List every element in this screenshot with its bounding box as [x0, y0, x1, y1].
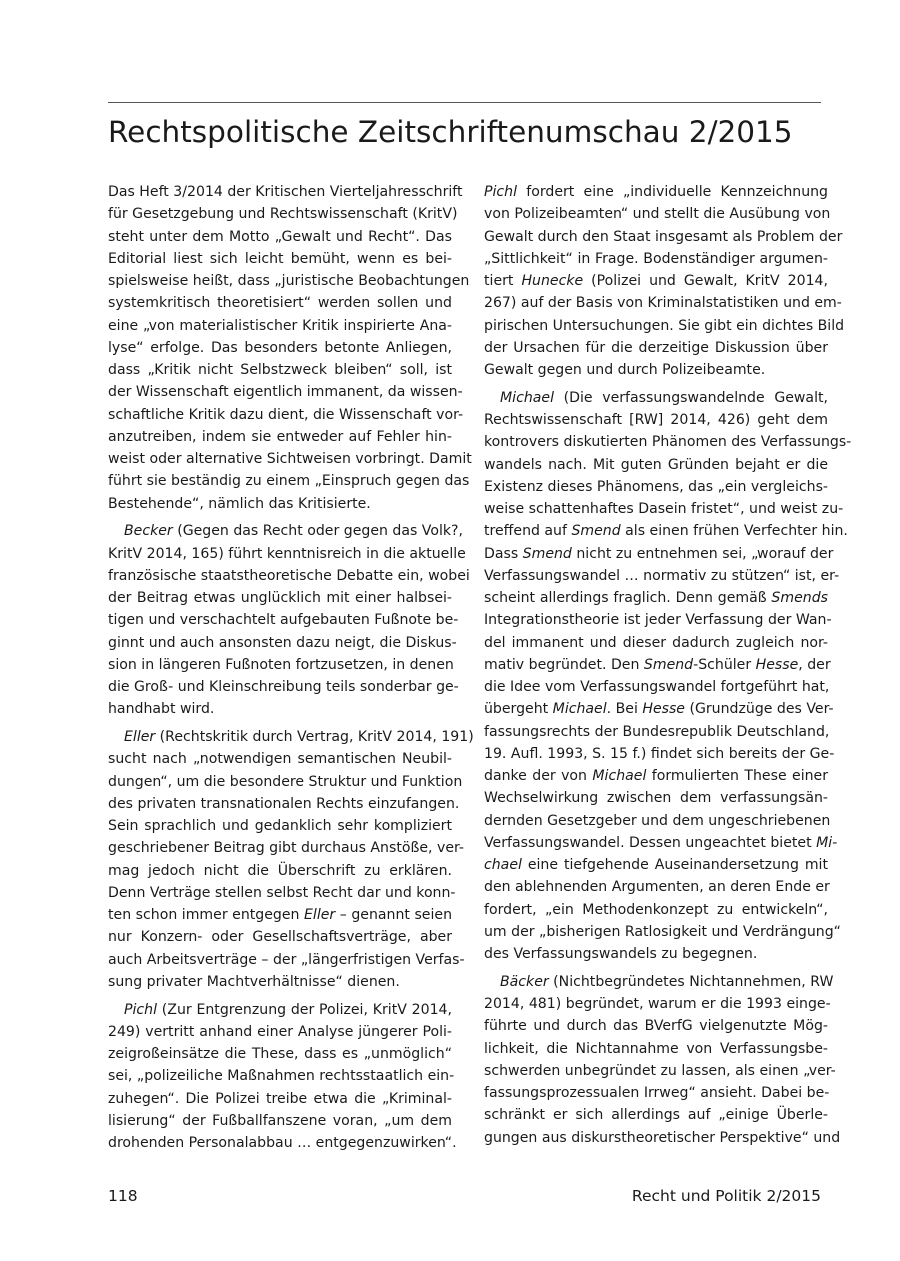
text-line: den ablehnenden Argumenten, an deren Ende er — [484, 879, 830, 896]
text-line: Gewalt durch den Staat insgesamt als Problem der — [484, 228, 843, 245]
text-line: sucht nach „notwendigen semantischen Neubil- — [108, 751, 452, 768]
text-line: dungen“, um die besondere Struktur und Funktion — [108, 773, 463, 790]
right-column — [484, 181, 852, 1149]
text-line: Das Heft 3/2014 der Kritischen Vierteljahresschrift — [108, 184, 463, 200]
text-line: „Sittlichkeit“ in Frage. Bodenständiger argumen- — [484, 250, 828, 267]
text-line: des privaten transnationalen Rechts einzufangen. — [108, 795, 460, 812]
text-line: Rechtswissenschaft [RW] 2014, 426) geht dem — [484, 412, 828, 428]
text-line: fassungsrechts der Bundesrepublik Deutschland, — [484, 723, 830, 740]
text-line: mag jedoch nicht die Überschrift zu erklären. — [108, 862, 452, 879]
text-line: lyse“ erfolge. Das besonders betonte Anliegen, — [108, 339, 452, 356]
text-line: fassungsprozessualen Irrweg“ ansieht. Dabei be- — [484, 1085, 830, 1101]
text-line: Bäcker (Nichtbegründetes Nichtannehmen, RW — [500, 973, 834, 990]
text-line: für Gesetzgebung und Rechtswissenschaft (KritV) — [108, 206, 458, 223]
text-line: drohenden Personalabbau … entgegenzuwirken“. — [108, 1135, 457, 1151]
text-line: sion in längeren Fußnoten fortzusetzen, in denen — [108, 656, 454, 673]
text-line: die Idee vom Verfassungswandel fortgeführt hat, — [484, 679, 830, 695]
text-line: weist oder alternative Sichtweisen vorbringt. Damit — [108, 451, 472, 467]
text-line: schwerden unbegründet zu lassen, als einen „ver- — [484, 1062, 836, 1079]
text-line: von Polizeibeamten“ und stellt die Ausübung von — [484, 206, 831, 223]
text-line: Verfassungswandel. Dessen ungeachtet bietet Mi- — [484, 834, 838, 851]
text-line: des Verfassungswandels zu begegnen. — [484, 946, 758, 962]
text-line: lisierung“ der Fußballfanszene voran, „um dem — [108, 1112, 452, 1129]
text-line: kontrovers diskutierten Phänomen des Verfassungs- — [484, 434, 852, 451]
text-line: geschriebener Beitrag gibt durchaus Anstöße, ver- — [108, 840, 464, 857]
text-line: 249) vertritt anhand einer Analyse jüngerer Poli- — [108, 1023, 452, 1040]
text-line: Becker (Gegen das Recht oder gegen das Volk?, — [124, 523, 464, 540]
text-line: systemkritisch theoretisiert“ werden sollen und — [108, 295, 452, 312]
text-line: Dass Smend nicht zu entnehmen sei, „worauf der — [484, 545, 834, 562]
text-line: Existenz dieses Phänomens, das „ein vergleichs- — [484, 478, 828, 495]
text-line: auch Arbeitsverträge – der „längerfristigen Verfas- — [108, 951, 465, 968]
text-line: Pichl fordert eine „individuelle Kennzeichnung — [484, 184, 828, 200]
page-title: Rechtspolitische Zeitschriftenumschau 2/2015 — [108, 115, 793, 149]
text-line: wandels nach. Mit guten Gründen bejaht er die — [484, 456, 828, 473]
journal-issue: Recht und Politik 2/2015 — [631, 1187, 821, 1205]
text-line: die Groß- und Kleinschreibung teils sonderbar ge- — [108, 679, 459, 695]
text-line: Wechselwirkung zwischen dem verfassungsän- — [484, 790, 828, 807]
text-line: führt sie beständig zu einem „Einspruch gegen das — [108, 473, 470, 490]
text-line: schaftliche Kritik dazu dient, die Wissenschaft vor- — [108, 406, 464, 423]
text-line: führte und durch das BVerfG vielgenutzte Mög- — [484, 1018, 828, 1035]
text-line: zuhegen“. Die Polizei treibe etwa die „Kriminal- — [108, 1090, 452, 1107]
text-line: tiert Hunecke (Polizei und Gewalt, KritV 2014, — [484, 273, 828, 289]
text-line: Verfassungswandel … normativ zu stützen“ ist, er- — [484, 567, 840, 584]
text-line: steht unter dem Motto „Gewalt und Recht“. Das — [108, 228, 452, 245]
text-line: danke der von Michael formulierten These einer — [484, 768, 829, 784]
text-line: KritV 2014, 165) führt kenntnisreich in die aktuelle — [108, 545, 466, 562]
text-line: dernden Gesetzgeber und dem ungeschriebenen — [484, 812, 831, 829]
text-line: handhabt wird. — [108, 701, 215, 718]
text-line: Bestehende“, nämlich das Kritisierte. — [108, 495, 371, 512]
text-line: dass „Kritik nicht Selbstzweck bleiben“ soll, ist — [108, 362, 452, 378]
text-line: Sein sprachlich und gedanklich sehr kompliziert — [108, 818, 452, 834]
text-line: Michael (Die verfassungswandelnde Gewalt, — [500, 389, 828, 406]
header-rule — [108, 102, 821, 103]
text-line: 2014, 481) begründet, warum er die 1993 einge- — [484, 996, 831, 1012]
left-column — [108, 181, 474, 1154]
text-line: fordert, „ein Methodenkonzept zu entwickeln“, — [484, 901, 828, 918]
text-line: übergeht Michael. Bei Hesse (Grundzüge des Ver- — [484, 701, 834, 718]
text-line: der Ursachen für die derzeitige Diskussion über — [484, 339, 828, 356]
text-line: um der „bisherigen Ratlosigkeit und Verdrängung“ — [484, 923, 841, 940]
text-line: der Wissenschaft eigentlich immanent, da wissen- — [108, 384, 463, 401]
text-line: Integrationstheorie ist jeder Verfassung der Wan- — [484, 612, 832, 629]
text-line: pirischen Untersuchungen. Sie gibt ein dichtes Bild — [484, 317, 845, 334]
text-line: chael eine tiefgehende Auseinandersetzung mit — [484, 857, 828, 873]
text-line: Eller (Rechtskritik durch Vertrag, KritV 2014, 191) — [124, 729, 474, 745]
text-line: Pichl (Zur Entgrenzung der Polizei, KritV 2014, — [124, 1001, 452, 1018]
text-line: eine „von materialistischer Kritik inspirierte Ana- — [108, 317, 452, 334]
text-line: Gewalt gegen und durch Polizeibeamte. — [484, 362, 766, 378]
text-line: Editorial liest sich leicht bemüht, wenn es bei- — [108, 250, 452, 267]
text-line: nur Konzern- oder Gesellschaftsverträge, aber — [108, 929, 452, 946]
text-line: Denn Verträge stellen selbst Recht dar und konn- — [108, 884, 456, 901]
text-line: schränkt er sich allerdings auf „einige Überle- — [484, 1107, 828, 1124]
text-line: ginnt und auch ansonsten dazu neigt, die Diskus- — [108, 634, 457, 651]
text-line: anzutreiben, indem sie entweder auf Fehler hin- — [108, 428, 452, 445]
text-line: 267) auf der Basis von Kriminalstatistiken und em- — [484, 295, 842, 312]
text-line: tigen und verschachtelt aufgebauten Fußnote be- — [108, 612, 459, 629]
text-line: del immanent und dieser dadurch zugleich nor- — [484, 634, 828, 651]
text-line: sei, „polizeiliche Maßnahmen rechtsstaatlich ein- — [108, 1068, 455, 1085]
page-number: 118 — [108, 1187, 138, 1205]
text-line: scheint allerdings fraglich. Denn gemäß Smends — [484, 590, 828, 606]
text-line: lichkeit, die Nichtannahme von Verfassungsbe- — [484, 1040, 828, 1057]
text-line: zeigroßeinsätze die These, dass es „unmöglich“ — [108, 1046, 452, 1062]
text-line: spielsweise heißt, dass „juristische Beobachtungen — [108, 273, 470, 289]
text-line: französische staatstheoretische Debatte ein, wobei — [108, 567, 470, 584]
text-line: der Beitrag etwas unglücklich mit einer halbsei- — [108, 590, 452, 606]
text-line: 19. Aufl. 1993, S. 15 f.) findet sich bereits der Ge- — [484, 745, 835, 762]
text-line: treffend auf Smend als einen frühen Verfechter hin. — [484, 523, 848, 540]
text-line: gungen aus diskurstheoretischer Perspektive“ und — [484, 1129, 841, 1146]
text-line: ten schon immer entgegen Eller – genannt seien — [108, 907, 452, 923]
text-line: mativ begründet. Den Smend-Schüler Hesse, der — [484, 656, 831, 673]
text-line: weise schattenhaftes Dasein fristet“, und weist zu- — [484, 501, 844, 517]
text-line: sung privater Machtverhältnisse“ dienen. — [108, 973, 400, 990]
